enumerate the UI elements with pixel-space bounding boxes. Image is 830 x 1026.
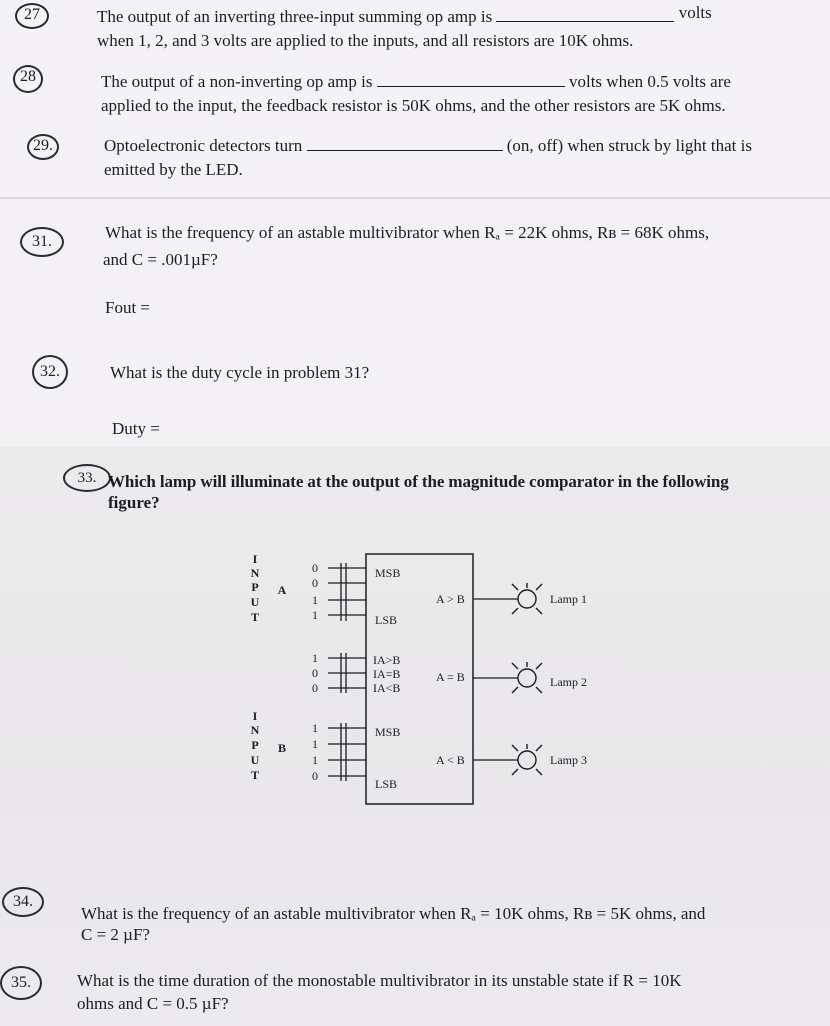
svg-text:1: 1: [312, 608, 318, 622]
chip-ia-eq-b: IA=B: [373, 667, 401, 681]
svg-text:0: 0: [312, 769, 318, 783]
svg-text:0: 0: [312, 666, 318, 680]
svg-text:0: 0: [312, 681, 318, 695]
question-33-text: Which lamp will illuminate at the output of the magnitude comparator in the following: [108, 472, 729, 491]
question-35-text-line2: ohms and C = 0.5 µF?: [77, 994, 229, 1013]
svg-text:T: T: [250, 610, 260, 624]
question-34-text: What is the frequency of an astable multivibrator when Rₐ = 10K ohms, Rʙ = 5K ohms, and: [81, 904, 706, 923]
svg-text:I: I: [252, 709, 258, 723]
chip-out-lt: A < B: [436, 753, 465, 767]
chip-lsb-a: LSB: [375, 613, 398, 627]
answer-blank[interactable]: [307, 135, 503, 151]
chip-out-eq: A = B: [436, 670, 465, 684]
svg-text:N: N: [250, 723, 260, 737]
lamp-3-label: Lamp 3: [550, 753, 587, 767]
input-a-label: [251, 552, 287, 624]
svg-text:U: U: [250, 595, 260, 609]
input-a-bits: [312, 561, 318, 622]
svg-text:U: U: [250, 753, 260, 767]
question-35-text: What is the time duration of the monostable multivibrator in its unstable state if R = 10K: [77, 971, 682, 990]
answer-blank[interactable]: [496, 6, 674, 22]
question-27-text-line2: when 1, 2, and 3 volts are applied to the inputs, and all resistors are 10K ohms.: [97, 31, 634, 50]
input-b-bits: [312, 721, 318, 783]
question-number-35: 35.: [0, 966, 42, 1000]
svg-text:1: 1: [312, 721, 318, 735]
question-27-text: The output of an inverting three-input summing op amp is volts: [97, 3, 712, 26]
chip-ia-lt-b: IA<B: [373, 681, 401, 695]
input-b-name: B: [277, 741, 287, 755]
chip-msb-b: MSB: [375, 725, 401, 739]
question-29-text: Optoelectronic detectors turn (on, off) when struck by light that is: [104, 136, 752, 155]
input-a-name: A: [277, 583, 287, 597]
svg-text:P: P: [251, 580, 259, 594]
answer-blank[interactable]: [377, 71, 565, 87]
question-31-answer-label: Fout =: [105, 298, 151, 317]
svg-text:0: 0: [312, 561, 318, 575]
question-28-text-line2: applied to the input, the feedback resistor is 50K ohms, and the other resistors are 5K ohms.: [101, 96, 726, 115]
svg-text:N: N: [250, 566, 260, 580]
lamp-2-label: Lamp 2: [550, 675, 587, 689]
question-number-27: 27: [15, 3, 49, 29]
question-33-text-line2: figure?: [108, 493, 160, 512]
question-number-33: 33.: [63, 464, 111, 492]
svg-text:1: 1: [312, 651, 318, 665]
chip-out-gt: A > B: [436, 592, 465, 606]
question-34-text-line2: C = 2 µF?: [81, 925, 150, 944]
svg-text:0: 0: [312, 576, 318, 590]
svg-text:I: I: [252, 552, 258, 566]
svg-text:1: 1: [312, 593, 318, 607]
chip-msb-a: MSB: [375, 566, 401, 580]
chip-ia-gt-b: IA>B: [373, 653, 401, 667]
question-29-text-line2: emitted by the LED.: [104, 160, 243, 179]
question-number-29: 29.: [27, 134, 59, 160]
question-31-text-line2: and C = .001µF?: [103, 250, 218, 269]
svg-text:T: T: [250, 768, 260, 782]
magnitude-comparator-figure: [240, 545, 620, 810]
chip-lsb-b: LSB: [375, 777, 398, 791]
question-number-31: 31.: [20, 227, 64, 257]
cascade-bits: [312, 651, 318, 695]
question-31-text: What is the frequency of an astable multivibrator when Rₐ = 22K ohms, Rʙ = 68K ohms,: [105, 223, 710, 242]
question-28-text: The output of a non-inverting op amp is volts when 0.5 volts are: [101, 72, 731, 91]
svg-text:1: 1: [312, 753, 318, 767]
question-32-answer-label: Duty =: [112, 419, 160, 438]
question-number-34: 34.: [2, 887, 44, 917]
svg-text:P: P: [251, 738, 259, 752]
question-32-text: What is the duty cycle in problem 31?: [110, 363, 370, 382]
question-number-28: 28: [13, 65, 43, 93]
svg-text:1: 1: [312, 737, 318, 751]
lamp-1-label: Lamp 1: [550, 592, 587, 606]
input-b-label: [251, 709, 286, 782]
question-number-32: 32.: [32, 355, 68, 389]
